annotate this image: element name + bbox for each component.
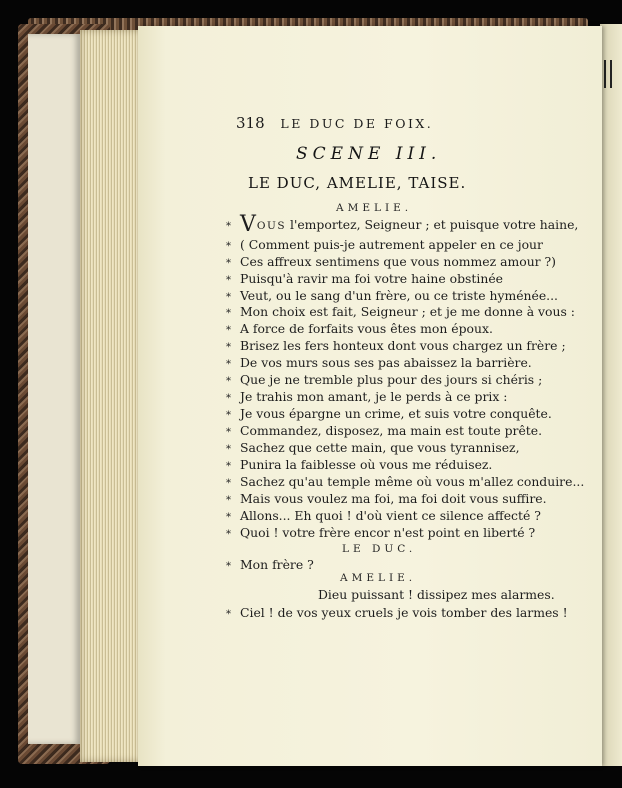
verse-text: Je vous épargne un crime, et suis votre conquête.	[240, 406, 552, 421]
verse-mark: *	[226, 275, 231, 286]
page-mark	[604, 60, 606, 88]
verse-line-continued	[318, 586, 555, 603]
verse-line	[226, 236, 543, 253]
verse-text: A force de forfaits vous êtes mon époux.	[240, 321, 493, 336]
verse-mark: *	[226, 444, 231, 455]
verse-mark: *	[226, 241, 231, 252]
verse-line	[226, 253, 557, 270]
verse-mark: *	[226, 258, 231, 269]
verse-line	[226, 604, 568, 621]
speaker-name: AMELIE.	[340, 572, 417, 584]
verse-text: Commandez, disposez, ma main est toute prête.	[240, 423, 543, 438]
verse-line	[226, 354, 532, 371]
verse-line	[226, 337, 566, 354]
verse-line	[226, 405, 552, 422]
verse-line	[226, 371, 543, 388]
verse-mark: *	[226, 342, 231, 353]
verse-text: ( Comment puis-je autrement appeler en ce jour	[240, 237, 543, 252]
verse-line	[226, 439, 518, 456]
verse-line	[226, 287, 558, 304]
verse-text: Mon choix est fait, Seigneur ; et je me donne à vous :	[240, 304, 575, 319]
verse-text: De vos murs sous ses pas abaissez la barrière.	[240, 355, 532, 370]
verse-text-dropcap: VOUS l'emportez, Seigneur ; et puisque votre haine,	[240, 212, 579, 237]
verse-text: Mais vous voulez ma foi, ma foi doit vous suffire.	[240, 491, 547, 506]
verse-text: Mon frère ?	[240, 557, 314, 572]
verse-text: Puisqu'à ravir ma foi votre haine obstinée	[240, 271, 503, 286]
verse-line	[226, 320, 518, 337]
verse-line	[226, 303, 575, 320]
verse-text: Je trahis mon amant, je le perds à ce prix :	[240, 389, 508, 404]
verse-mark: *	[226, 359, 231, 370]
page-number: 318	[236, 114, 265, 132]
page-mark	[610, 60, 612, 88]
verse-line	[226, 490, 547, 507]
running-head	[236, 114, 466, 132]
verse-line	[226, 422, 543, 439]
verse-line	[226, 270, 518, 287]
verse-text: Dieu puissant ! dissipez mes alarmes.	[318, 587, 555, 602]
verse-mark: *	[226, 427, 231, 438]
speaker-name: LE DUC.	[342, 543, 417, 555]
verse-text: Que je ne tremble plus pour des jours si chéris ;	[240, 372, 543, 387]
verse-mark: *	[226, 325, 231, 336]
verse-mark: *	[226, 393, 231, 404]
verse-text: Allons... Eh quoi ! d'où vient ce silence affecté ?	[240, 508, 541, 523]
verse-mark: *	[226, 292, 231, 303]
verse-mark: *	[226, 529, 231, 540]
verse-text: Ces affreux sentimens que vous nommez amour ?)	[240, 254, 557, 269]
verse-text: Sachez que cette main, que vous tyrannisez,	[240, 440, 520, 455]
endpaper	[28, 34, 80, 744]
verse-text: Quoi ! votre frère encor n'est point en liberté ?	[240, 525, 536, 540]
verse-mark: *	[226, 410, 231, 421]
verse-text: Brisez les fers honteux dont vous chargez un frère ;	[240, 338, 566, 353]
verse-line	[226, 456, 518, 473]
verse-line	[226, 556, 518, 573]
verse-line	[226, 388, 518, 405]
scene-characters: LE DUC, AMELIE, TAISE.	[248, 174, 467, 192]
verse-mark: *	[226, 512, 231, 523]
verse-text: Ciel ! de vos yeux cruels je vois tomber des larmes !	[240, 605, 568, 620]
verse-line	[226, 507, 541, 524]
scene-title: SCENE III.	[296, 144, 442, 164]
verse-mark: *	[226, 495, 231, 506]
verse-line	[226, 524, 536, 541]
verse-text: Sachez qu'au temple même où vous m'allez conduire...	[240, 474, 585, 489]
page-edges	[80, 30, 142, 762]
verse-text: Punira la faiblesse où vous me réduisez.	[240, 457, 493, 472]
verse-mark: *	[226, 561, 231, 572]
verse-line	[226, 473, 585, 490]
verse-mark: *	[226, 609, 231, 620]
verse-text: Veut, ou le sang d'un frère, ou ce triste hyménée...	[240, 288, 558, 303]
verse-mark: *	[226, 221, 231, 232]
verse-mark: *	[226, 478, 231, 489]
verse-line	[226, 212, 579, 237]
verse-mark: *	[226, 461, 231, 472]
verse-mark: *	[226, 308, 231, 319]
running-title: LE DUC DE FOIX.	[280, 116, 434, 131]
speaker-name: AMELIE.	[336, 202, 413, 214]
verse-mark: *	[226, 376, 231, 387]
adjacent-page-edge	[600, 24, 622, 766]
